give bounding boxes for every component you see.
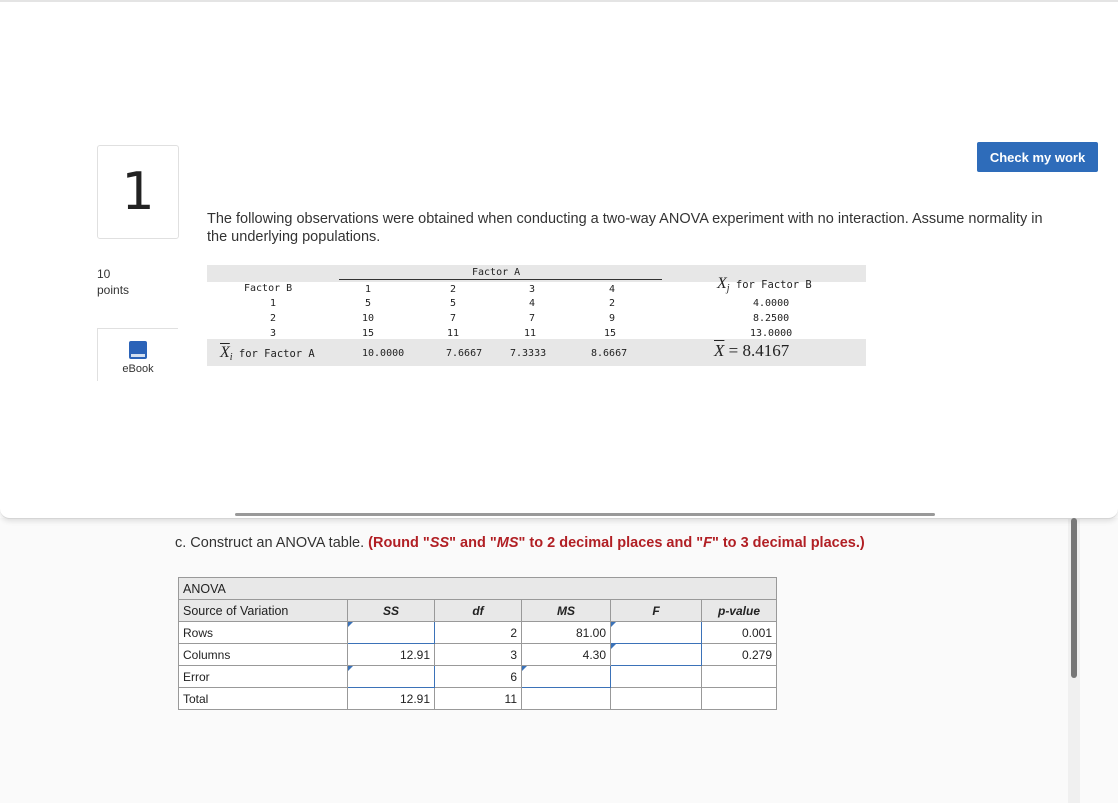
factor-a-label: Factor A	[472, 267, 521, 278]
header-ss: SS	[348, 600, 435, 622]
part-c-rounding	[368, 535, 865, 551]
cell: 7	[529, 313, 536, 324]
df-rows: 2	[435, 622, 522, 644]
grand-mean	[714, 341, 789, 361]
horizontal-scrollbar[interactable]	[235, 513, 935, 516]
xj-text: for Factor B	[729, 279, 812, 291]
rounding-open: (Round "	[368, 535, 430, 551]
rounding-ss: SS	[429, 535, 450, 551]
a-mean: 7.6667	[446, 348, 483, 359]
f-columns-input[interactable]	[611, 644, 702, 666]
grand-mean-eq: =	[724, 341, 743, 360]
vertical-scrollbar[interactable]	[1071, 518, 1077, 678]
rounding-close: " to 3 decimal places.)	[711, 535, 865, 551]
cell: 15	[604, 328, 617, 339]
question-number: 1	[97, 145, 179, 239]
top-border	[0, 0, 1118, 2]
cell: 4	[529, 298, 536, 309]
cell: 7	[450, 313, 457, 324]
p-columns: 0.279	[702, 644, 777, 666]
points-value: 10	[97, 267, 111, 281]
ms-total	[522, 688, 611, 710]
anova-title: ANOVA	[179, 578, 777, 600]
rounding-mid2: " to 2 decimal places and "	[518, 535, 704, 551]
anova-table	[178, 577, 777, 710]
b-level-2: 2	[270, 313, 277, 324]
ss-rows-input[interactable]	[348, 622, 435, 644]
a-level-4: 4	[609, 284, 616, 295]
xi-text: for Factor A	[232, 348, 315, 360]
ms-rows: 81.00	[522, 622, 611, 644]
xj-subscript: j	[726, 283, 730, 295]
a-mean: 8.6667	[591, 348, 628, 359]
rounding-ms: MS	[496, 535, 519, 551]
cell: 15	[362, 328, 375, 339]
ebook-link[interactable]	[97, 328, 178, 381]
xj-symbol: X	[717, 275, 727, 292]
part-c-prefix: c. Construct an ANOVA table.	[175, 535, 369, 551]
xi-symbol: $\overline{X}$	[220, 344, 230, 361]
xi-subscript: i	[229, 352, 233, 364]
factor-a-rule	[339, 279, 662, 280]
p-total	[702, 688, 777, 710]
source-error: Error	[179, 666, 348, 688]
header-source: Source of Variation	[179, 600, 348, 622]
rounding-mid1: " and "	[449, 535, 497, 551]
a-level-3: 3	[529, 284, 536, 295]
xj-header	[717, 275, 812, 294]
ms-error-input[interactable]	[522, 666, 611, 688]
a-mean: 7.3333	[510, 348, 547, 359]
ebook-label: eBook	[122, 363, 154, 375]
cell: 11	[524, 328, 537, 339]
source-rows: Rows	[179, 622, 348, 644]
ms-columns: 4.30	[522, 644, 611, 666]
question-prompt: The following observations were obtained when conducting a two-way ANOVA experiment with no interaction. Assume normality in the underlying populations.	[207, 211, 1043, 245]
book-icon	[129, 341, 147, 359]
df-total: 11	[435, 688, 522, 710]
f-total	[611, 688, 702, 710]
b-mean: 4.0000	[753, 298, 790, 309]
table-row	[179, 622, 777, 644]
ss-total: 12.91	[348, 688, 435, 710]
points-info	[97, 266, 129, 298]
observations-table	[207, 265, 866, 366]
p-rows: 0.001	[702, 622, 777, 644]
cell: 2	[609, 298, 616, 309]
header-ms: MS	[522, 600, 611, 622]
ss-columns: 12.91	[348, 644, 435, 666]
table-row	[179, 666, 777, 688]
cell: 9	[609, 313, 616, 324]
a-level-2: 2	[450, 284, 457, 295]
source-columns: Columns	[179, 644, 348, 666]
table-row	[179, 644, 777, 666]
grand-mean-symbol: $\overline{X}$	[714, 341, 725, 360]
a-level-1: 1	[365, 284, 372, 295]
b-mean: 8.2500	[753, 313, 790, 324]
df-columns: 3	[435, 644, 522, 666]
f-error	[611, 666, 702, 688]
b-level-1: 1	[270, 298, 277, 309]
part-c-instruction	[175, 535, 865, 551]
cell: 10	[362, 313, 375, 324]
cell: 5	[450, 298, 457, 309]
p-error	[702, 666, 777, 688]
grand-mean-value: 8.4167	[742, 341, 790, 360]
b-level-3: 3	[270, 328, 277, 339]
df-error: 6	[435, 666, 522, 688]
header-f: F	[611, 600, 702, 622]
header-p-value: p-value	[702, 600, 777, 622]
ss-error-input[interactable]	[348, 666, 435, 688]
a-mean: 10.0000	[362, 348, 405, 359]
header-df: df	[435, 600, 522, 622]
f-rows-input[interactable]	[611, 622, 702, 644]
points-label: points	[97, 283, 130, 297]
cell: 11	[447, 328, 460, 339]
factor-b-label: Factor B	[244, 283, 293, 294]
source-total: Total	[179, 688, 348, 710]
xi-label	[220, 344, 315, 363]
cell: 5	[365, 298, 372, 309]
b-mean: 13.0000	[750, 328, 793, 339]
check-my-work-button[interactable]: Check my work	[977, 142, 1098, 172]
table-row	[179, 688, 777, 710]
rounding-f: F	[703, 535, 712, 551]
